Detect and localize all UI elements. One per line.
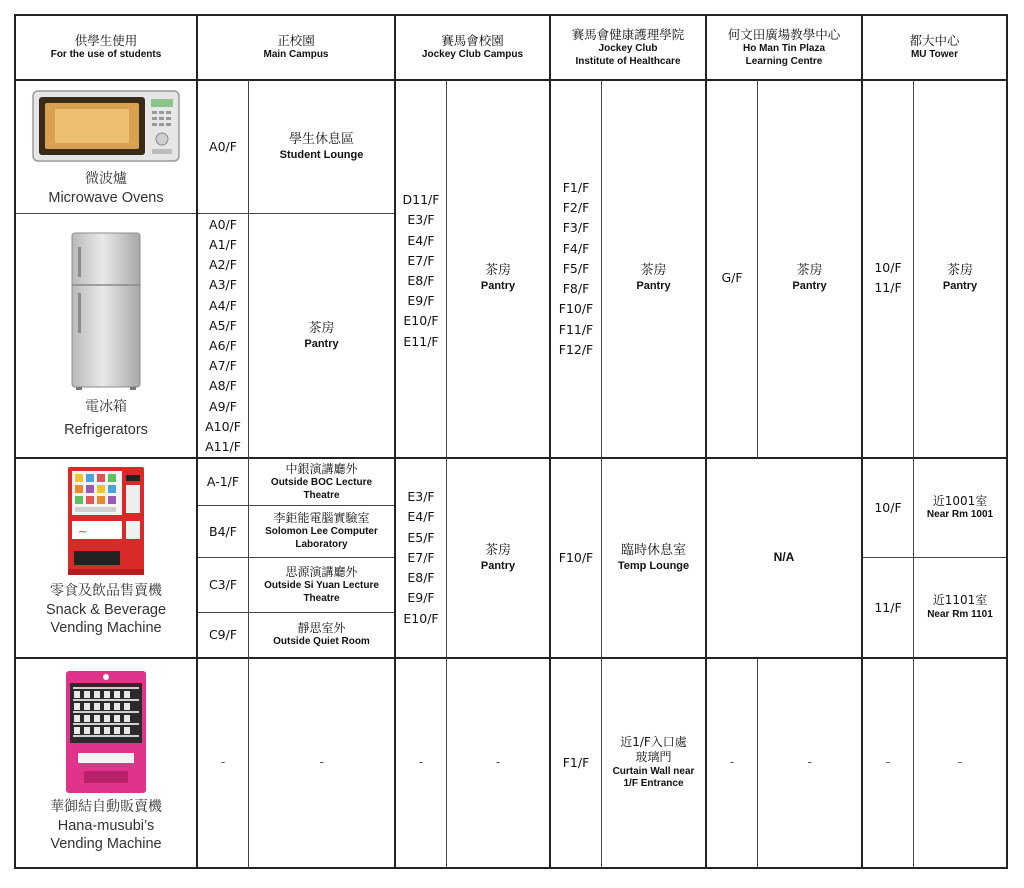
floor-item: F1/F [562,180,590,196]
floor-item: F11/F [558,321,594,337]
floor-item: E8/F [407,570,435,586]
header-healthcare [551,16,705,79]
header-healthcare-en2: Institute of Healthcare [575,55,681,67]
fridge-main-location [249,215,394,457]
hana-label-cell [16,659,196,867]
snack-vending-machine-icon [66,465,146,577]
floor-item: E9/F [407,293,435,309]
snack-main-loc-1 [249,459,394,505]
hana-jockey-floor: - [418,755,424,770]
microwave-label-cell [16,81,196,213]
hana-health-loc-zh1: 近1/F入口處 [620,734,687,749]
header-jockey-zh: 賽馬會校園 [441,33,504,49]
snack-main-loc-3-en1: Outside Si Yuan Lecture [264,579,379,591]
snack-mu-loc-2-en: Near Rm 1101 [927,608,993,620]
jockey-upper-loc-en: Pantry [480,280,516,293]
snack-main-loc-2-en1: Solomon Lee Computer [265,526,378,538]
floor-item: E9/F [407,590,435,606]
floor-item: A8/F [209,378,237,394]
snack-main-loc-2 [249,506,394,557]
floor-item: 11/F [874,280,902,295]
hana-vending-machine-icon [64,669,148,795]
header-mu-zh: 都大中心 [909,33,960,49]
mu-upper-floors [863,81,913,457]
snack-main-loc-1-en2: Theatre [303,489,340,501]
floor-item: E8/F [407,273,435,288]
microwave-main-floor: A0/F [209,139,237,154]
snack-mu-loc-2-zh: 近1101室 [932,593,988,608]
floor-item: A2/F [209,257,237,273]
fridge-loc-en: Pantry [304,338,339,351]
floor-item: A11/F [205,439,241,455]
snack-mu-loc-1-zh: 近1001室 [932,493,988,508]
hana-main-location: - [319,755,324,770]
header-jockey-en: Jockey Club Campus [421,49,524,61]
hana-mu-floor: - [885,755,891,770]
header-healthcare-zh: 賽馬會健康護理學院 [571,26,685,42]
floor-item: E7/F [407,252,435,268]
floor-item: E4/F [407,509,435,525]
snack-mu-loc-1 [914,459,1006,557]
floor-item: E10/F [403,610,439,626]
microwave-main-location [249,81,394,213]
microwave-icon [31,89,181,165]
mu-upper-loc-zh: 茶房 [946,262,973,278]
fridge-loc-zh: 茶房 [308,320,335,336]
health-upper-loc-en: Pantry [636,280,671,293]
snack-main-loc-3 [249,558,394,612]
snack-mu-loc-2 [914,558,1006,657]
hana-mu-location: - [957,755,963,770]
snack-main-loc-1-zh: 中銀演講廳外 [285,461,358,476]
snack-main-floor-4: C9/F [208,627,238,642]
snack-main-floor-1: A-1/F [206,474,240,489]
jockey-upper-loc-zh: 茶房 [484,262,511,278]
snack-plaza-na: N/A [773,550,795,565]
fridge-label-en: Refrigerators [64,421,148,438]
snack-jockey-loc-en: Pantry [480,560,516,573]
floor-item: F12/F [558,341,594,357]
snack-main-loc-2-en2: Laboratory [295,539,348,551]
hana-jockey-location: - [495,755,501,770]
hana-health-location [602,659,705,867]
health-upper-floors [551,81,601,457]
health-upper-location [602,81,705,457]
snack-mu-floor-2: 11/F [874,599,902,615]
hana-label-en2: Vending Machine [50,836,162,853]
floor-item: F2/F [562,200,590,216]
microwave-label-en: Microwave Ovens [48,189,164,206]
hana-health-loc-en1: Curtain Wall near [612,765,695,777]
header-healthcare-en1: Jockey Club [598,42,658,54]
snack-health-loc-zh: 臨時休息室 [620,542,686,558]
floor-item: A9/F [209,398,237,414]
floor-item: E5/F [407,529,435,545]
header-main-en: Main Campus [263,49,329,61]
snack-main-loc-3-en2: Theatre [303,592,340,604]
snack-jockey-floors [396,459,446,657]
floor-item: A10/F [205,418,241,434]
snack-main-floor-3: C3/F [208,577,238,592]
snack-label-zh: 零食及飲品售賣機 [50,583,162,599]
hana-label-zh: 華御結自動販賣機 [50,799,162,815]
header-plaza-en2: Learning Centre [745,55,823,67]
floor-item: 10/F [874,259,902,275]
header-students-en: For the use of students [50,49,162,61]
floor-item: E3/F [407,212,435,228]
snack-main-loc-3-zh: 思源演講廳外 [285,564,358,579]
snack-label-en2: Vending Machine [50,620,162,637]
floor-item: A7/F [209,358,237,374]
snack-main-loc-4 [249,613,394,657]
header-mu-en: MU Tower [910,49,959,61]
svg-text:~: ~ [78,525,88,538]
hana-label-en1: Hana-musubi’s [57,817,155,834]
plaza-upper-loc-en: Pantry [792,280,827,293]
fridge-label-zh: 電冰箱 [85,399,127,415]
mu-upper-location [914,81,1006,457]
snack-jockey-location [447,459,549,657]
header-main-campus [198,16,394,79]
mu-upper-loc-en: Pantry [942,280,978,293]
snack-health-location [602,459,705,657]
floor-item: F5/F [562,260,590,276]
header-main-zh: 正校園 [277,33,315,49]
floor-item: A4/F [209,297,237,313]
microwave-loc-zh: 學生休息區 [288,131,354,147]
snack-mu-loc-1-en: Near Rm 1001 [926,509,994,521]
microwave-loc-en: Student Lounge [279,149,364,162]
health-upper-loc-zh: 茶房 [640,262,667,278]
floor-item: F10/F [558,301,594,317]
floor-item: A3/F [209,277,237,293]
fridge-main-floors [198,215,248,457]
plaza-upper-floor: G/F [721,270,743,285]
floor-item: E11/F [403,333,439,349]
header-jockey-campus [396,16,549,79]
snack-label-en1: Snack & Beverage [45,601,167,618]
header-plaza-zh: 何文田廣場教學中心 [727,26,841,42]
hana-main-floor: - [220,755,226,770]
hana-health-loc-zh2: 玻璃門 [635,750,672,765]
hana-health-loc-en2: 1/F Entrance [623,778,684,790]
floor-item: E4/F [407,232,435,248]
header-mu-tower [863,16,1006,79]
snack-health-floor: F10/F [558,550,594,565]
floor-item: E7/F [407,549,435,565]
snack-main-loc-4-zh: 靜思室外 [297,620,346,635]
floor-item: A5/F [209,317,237,333]
microwave-label-zh: 微波爐 [85,171,127,187]
floor-item: A6/F [209,338,237,353]
floor-item: E3/F [407,489,435,505]
plaza-upper-loc-zh: 茶房 [796,262,823,278]
plaza-upper-location [758,81,861,457]
snack-main-loc-1-en1: Outside BOC Lecture [270,476,373,488]
jockey-upper-floors [396,81,446,457]
jockey-upper-location [447,81,549,457]
header-plaza [707,16,861,79]
hana-plaza-floor: - [729,755,735,770]
header-students [16,16,196,79]
hana-health-floor: F1/F [562,755,590,770]
snack-jockey-loc-zh: 茶房 [484,542,511,558]
snack-main-loc-4-en1: Outside Quiet Room [273,636,370,648]
snack-label-cell [16,459,196,657]
snack-health-loc-en: Temp Lounge [617,560,690,573]
floor-item: F8/F [562,281,590,297]
header-students-zh: 供學生使用 [74,33,138,49]
floor-item: F3/F [562,220,590,236]
floor-item: A1/F [209,236,237,252]
header-plaza-en1: Ho Man Tin Plaza [742,42,826,54]
snack-main-loc-2-zh: 李鉅能電腦實驗室 [273,511,370,526]
floor-item: F4/F [562,240,590,256]
floor-item: A0/F [209,216,237,232]
snack-main-floor-2: B4/F [209,523,237,539]
hana-plaza-location: - [807,755,812,770]
snack-mu-floor-1: 10/F [874,500,902,515]
fridge-label-cell [16,215,196,457]
floor-item: E10/F [403,313,439,329]
floor-item: D11/F [402,192,440,208]
refrigerator-icon [70,231,142,391]
